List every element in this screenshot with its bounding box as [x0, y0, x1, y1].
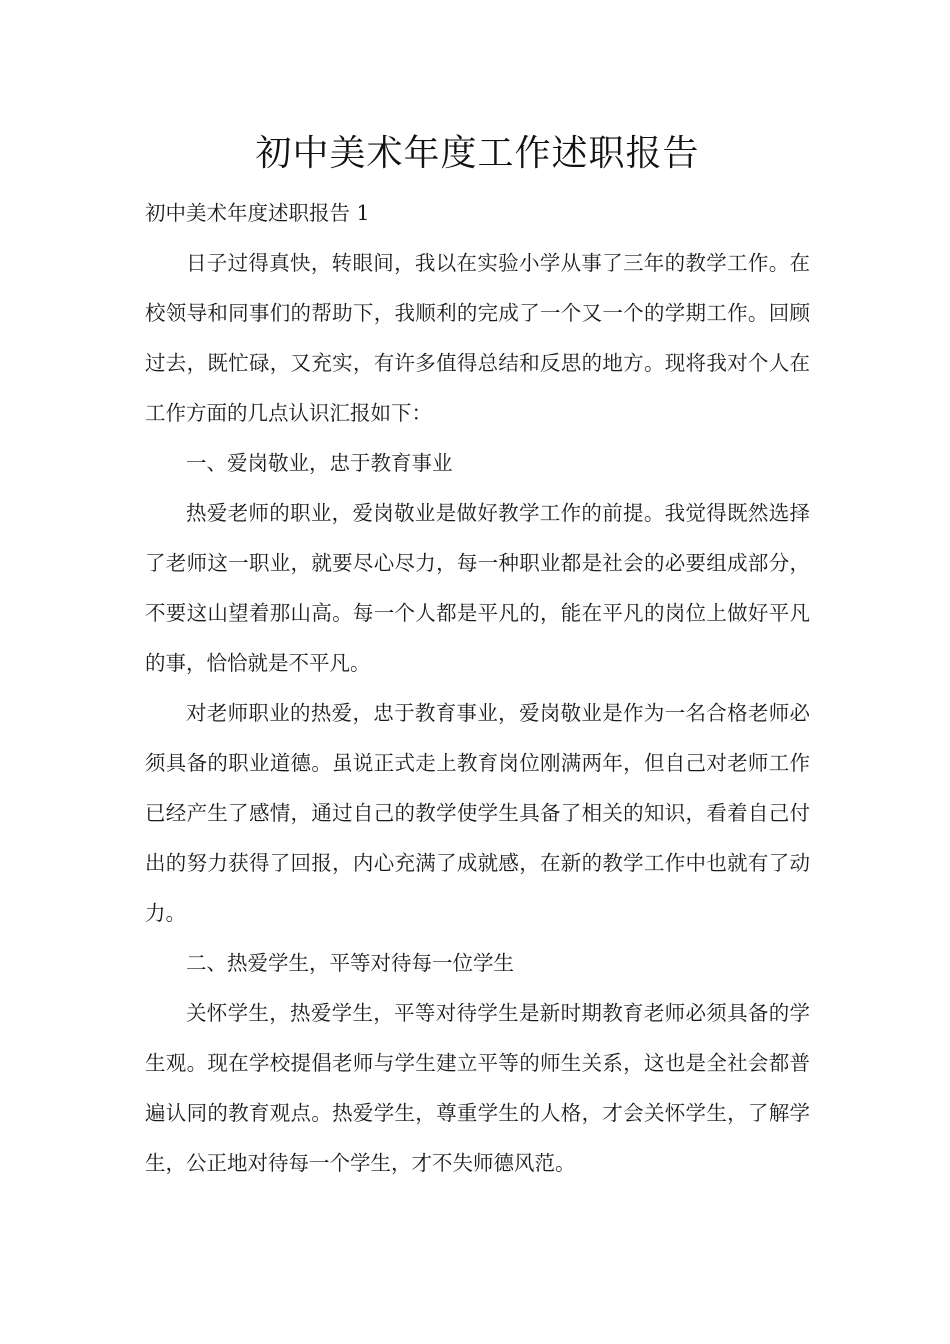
- paragraph-section-2-a: 关怀学生，热爱学生，平等对待学生是新时期教育老师必须具备的学生观。现在学校提倡老师与学生建立平等的师生关系，这也是全社会都普遍认同的教育观点。热爱学生，尊重学生的人格，才会关怀学生，了解学生，公正地对待每一个学生，才不失师德风范。: [145, 1001, 810, 1175]
- document-subtitle: 初中美术年度述职报告 1: [145, 201, 370, 225]
- paragraph-intro: 日子过得真快，转眼间，我以在实验小学从事了三年的教学工作。在校领导和同事们的帮助下，我顺利的完成了一个又一个的学期工作。回顾过去，既忙碌，又充实，有许多值得总结和反思的地方。现将我对个人在工作方面的几点认识汇报如下：: [145, 251, 810, 425]
- document-title: 初中美术年度工作述职报告: [255, 133, 700, 174]
- section-heading-2: 二、热爱学生，平等对待每一位学生: [186, 951, 514, 975]
- section-heading-1: 一、爱岗敬业，忠于教育事业: [186, 451, 453, 475]
- paragraph-section-1-b: 对老师职业的热爱，忠于教育事业，爱岗敬业是作为一名合格老师必须具备的职业道德。虽说正式走上教育岗位刚满两年，但自己对老师工作已经产生了感情，通过自己的教学使学生具备了相关的知识，看着自己付出的努力获得了回报，内心充满了成就感，在新的教学工作中也就有了动力。: [145, 701, 810, 925]
- paragraph-section-1-a: 热爱老师的职业，爱岗敬业是做好教学工作的前提。我觉得既然选择了老师这一职业，就要尽心尽力，每一种职业都是社会的必要组成部分，不要这山望着那山高。每一个人都是平凡的，能在平凡的岗位上做好平凡的事，恰恰就是不平凡。: [145, 501, 810, 675]
